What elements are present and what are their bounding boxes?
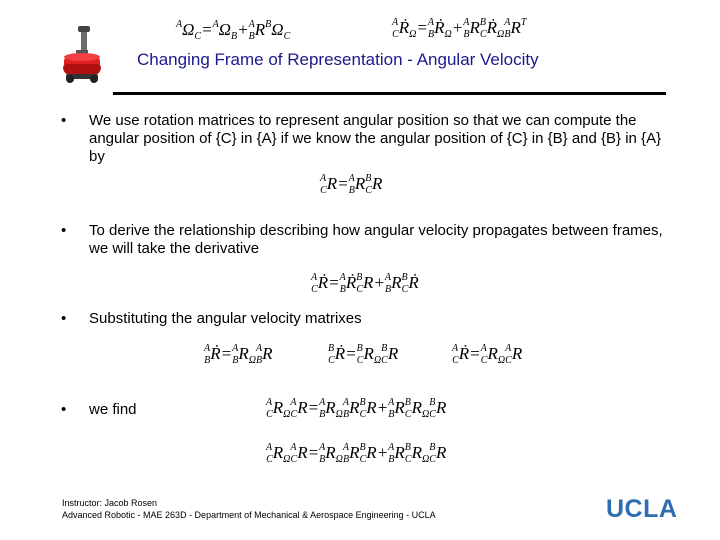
title-divider	[113, 92, 666, 95]
robot-image	[58, 24, 106, 86]
footer-instructor: Instructor: Jacob Rosen	[62, 498, 158, 508]
bullet-marker: •	[61, 310, 67, 327]
bullet-marker: •	[61, 112, 67, 129]
bullet-text-3: Substituting the angular velocity matrixes	[89, 310, 362, 327]
bullet-text-4: we find	[89, 401, 137, 418]
equation-sub-1: $^A_BṘ=^A_BR_\Omega^A_BR$	[204, 343, 273, 366]
ucla-logo: UCLA	[606, 495, 678, 523]
bullet-text-1: We use rotation matrices to represent angular position so that we can compute the angular position of {C} in {A} if we know the angular position of {C} in {B} and {B} in {A} by	[89, 112, 662, 165]
bullet-text-2: To derive the relationship describing how angular velocity propagates between frames, we will take the derivative	[89, 222, 663, 257]
page-title: Changing Frame of Representation - Angular Velocity	[137, 50, 539, 69]
header-equation-left: $^A\Omega_C=^A\Omega_B+^A_BR^B\Omega_C$	[176, 19, 291, 42]
bullet-marker: •	[61, 222, 67, 239]
equation-result-1: $^A_CR_\Omega^A_CR=^A_BR_\Omega^A_BR^B_CR+^A_BR^B_CR_\Omega^B_CR$	[266, 397, 447, 420]
footer-course: Advanced Robotic - MAE 263D - Department of Mechanical & Aerospace Engineering - UCLA	[62, 510, 436, 520]
equation-sub-2: $^B_CṘ=^B_CR_\Omega^B_CR$	[328, 343, 399, 366]
equation-derivative: $^A_CṘ=^A_BṘ^B_CR+^A_BR^B_CṘ$	[311, 272, 419, 295]
header-equation-right: $^A_CṘ_\Omega=^A_BṘ_\Omega+^A_BR^B_CṘ_\Omega^A_BR^T$	[392, 17, 527, 40]
equation-composition: $^A_CR=^A_BR^B_CR$	[320, 173, 383, 196]
equation-sub-3: $^A_CṘ=^A_CR_\Omega^A_CR$	[452, 343, 523, 366]
footer-credits	[62, 497, 436, 521]
bullet-marker: •	[61, 401, 67, 418]
equation-result-2: $^A_CR_\Omega^A_CR=^A_BR_\Omega^A_BR^B_CR+^A_BR^B_CR_\Omega^B_CR$	[266, 442, 447, 465]
